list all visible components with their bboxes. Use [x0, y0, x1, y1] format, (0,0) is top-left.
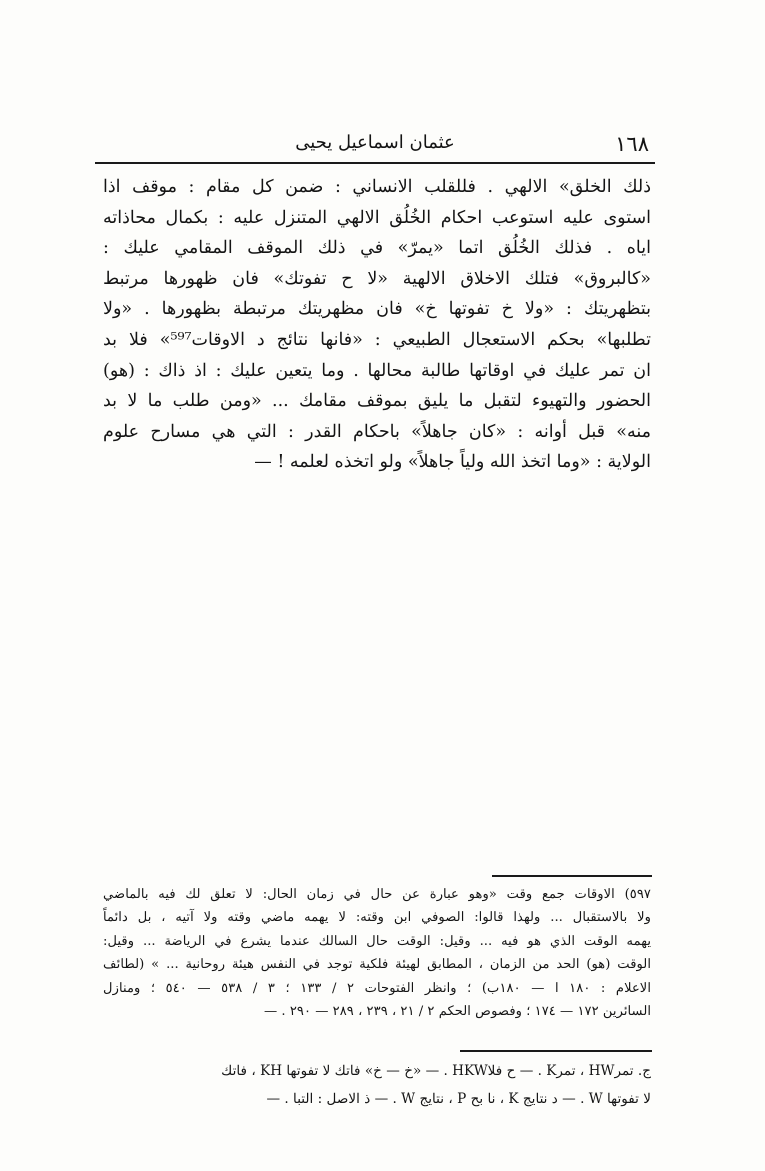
text-line: منه» قبل أوانه : «كان جاهلاً» باحكام القدر : التي هي مسارح علوم: [103, 421, 651, 442]
footnote-line: ٥٩٧) الاوقات جمع وقت «وهو عبارة عن حال في زمان الحال: لا تعلق لك فيه بالماضي: [103, 887, 651, 902]
critical-apparatus: [103, 1057, 651, 1113]
header-rule: [95, 162, 655, 164]
footnote-rule: [492, 875, 652, 877]
text-line: ان تمر عليك في اوقاتها طالبة محالها . وما يتعين عليك : اذ ذاك : (هو): [103, 360, 651, 381]
text-line: استوى عليه استوعب احكام الخُلُق الالهي المتنزل عليه : بكمال محاذاته: [103, 207, 651, 228]
text-line: الولاية : «وما اتخذ الله ولياً جاهلاً» ولو اتخذه لعلمه ! —: [254, 452, 651, 473]
footnote: [103, 883, 651, 1023]
page-header: [95, 128, 655, 162]
apparatus-rule: [460, 1050, 652, 1052]
apparatus-line: ج. تمرHW ، تمرK . — ح فلاHKW . — «خ — خ» فاتك لا تفوتها KH ، فاتك: [221, 1063, 651, 1079]
running-title: عثمان اسماعيل يحيى: [295, 132, 455, 153]
text-line: «كالبروق» فتلك الاخلاق الالهية «لا ح تفوتك» فان ظهورها مرتبط: [103, 268, 651, 289]
apparatus-line: لا تفوتها W . — د نتايج K ، نا بح P ، نتايج W . — ذ الاصل : التبا . —: [266, 1091, 651, 1107]
text-line: اياه . فذلك الخُلُق اتما «يمرّ» في ذلك الموقف المقامي عليك :: [103, 238, 651, 259]
footnote-line: الوقت (هو) الحد من الزمان ، المطابق لهيئة فلكية توجد في النفس هيئة روحانية ... » (لطائف: [103, 957, 651, 973]
text-line: بتظهريتك : «ولا خ تفوتها خ» فان مظهريتك مرتبطة بظهورها . «ولا: [103, 299, 651, 320]
text-line: ذلك الخلق» الالهي . فللقلب الانساني : ضمن كل مقام : موقف اذا: [103, 177, 651, 197]
footnote-line: الاعلام : ١٨٠ ا — ١٨٠ب) ؛ وانظر الفتوحات ٢ / ١٣٣ ؛ ٣ / ٥٣٨ — ٥٤٠ ؛ ومنازل: [103, 980, 651, 996]
footnote-line: يهمه الوقت الذي هو فيه ... وقيل: الوقت حال السالك عندما يشرع في الرياضة ... وقيل:: [103, 933, 651, 949]
text-line: تطلبها» بحكم الاستعجال الطبيعي : «فانها نتائج د الاوقات⁵⁹⁷» فلا بد: [103, 329, 651, 350]
main-text: [103, 172, 651, 478]
footnote-line: السائرين ١٧٢ — ١٧٤ ؛ وفصوص الحكم ٢ / ٢١ ، ٢٣٩ ، ٢٨٩ — ٢٩٠ . —: [264, 1003, 651, 1019]
footnote-line: ولا بالاستقبال ... ولهذا قالوا: الصوفي ابن وقته: لا يهمه ماضي وقته ولا آتيه ، بل دائماً: [103, 910, 651, 926]
text-line: الحضور والتهيوء لتقبل ما يليق بموقف مقامك ... «ومن طلب ما لا بد: [103, 391, 651, 412]
page-number: ١٦٨: [615, 132, 649, 156]
